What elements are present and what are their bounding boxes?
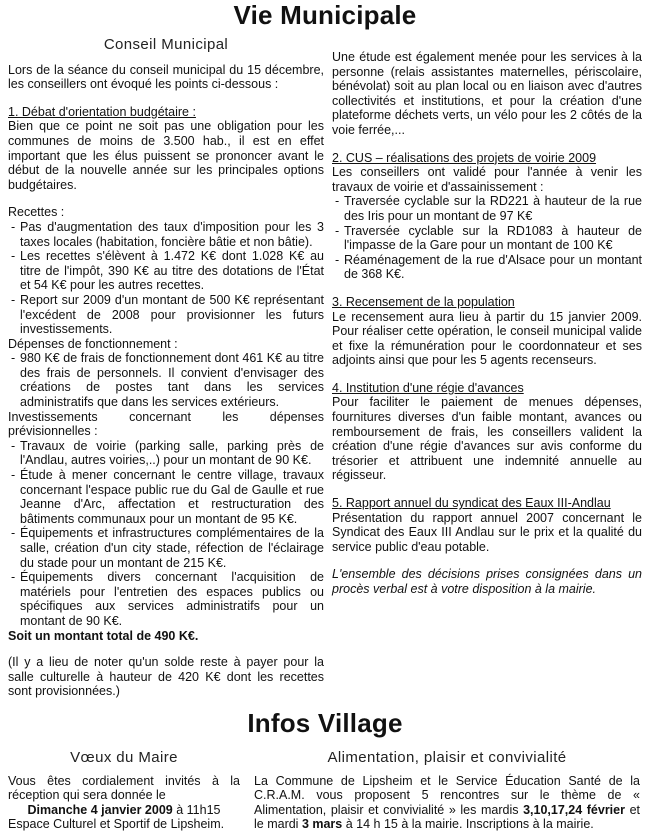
s3-heading: 3. Recensement de la population bbox=[332, 294, 515, 309]
s2-heading: 2. CUS – réalisations des projets de voirie 2009 bbox=[332, 150, 597, 165]
right-intro: Une étude est également menée pour les services à la personne (relais assistantes maternelles, périscolaire, bénévolat) soit au plan local ou en liaison avec d'autres collectivités et institutions, et pour la création d'une plateforme déchets verts, un vélo pour les 2 côtés de la voie ferrée,... bbox=[332, 50, 642, 137]
left-column bbox=[8, 38, 324, 699]
voeux-text: Vous êtes cordialement invités à la réception qui sera donnée le bbox=[8, 773, 240, 803]
voeux-column bbox=[8, 751, 240, 832]
title-vie-municipale: Vie Municipale bbox=[233, 0, 417, 30]
title-infos-village: Infos Village bbox=[247, 708, 403, 738]
s4-text: Pour faciliter le paiement de menues dépenses, fournitures diverses d'un faible montant, avances ou remboursement de frais, les conseillers valident la création d'une régie d'avances sur avis conforme du trésorier et attribuent une indemnité annuelle au régisseur. bbox=[332, 395, 642, 483]
list-item: - Étude à mener concernant le centre village, travaux concernant l'espace public rue du Gal de Gaulle et rue Jeanne d'Arc, affectation et restructuration des bâtiments communaux pour un montant de 95 K€. bbox=[8, 468, 324, 526]
invest-label: Investissements concernant les dépenses prévisionnelles : bbox=[8, 409, 324, 439]
s5-text: Présentation du rapport annuel 2007 concernant le Syndicat des Eaux III Andlau sur le prix et la qualité du service public d'eau potable. bbox=[332, 510, 642, 554]
alimentation-text bbox=[254, 774, 640, 832]
alimentation-text-b: et le mardi bbox=[254, 802, 641, 832]
conseil-heading: Conseil Municipal bbox=[103, 36, 229, 53]
voeux-place: Espace Culturel et Sportif de Lipsheim. bbox=[8, 817, 225, 832]
recettes-list bbox=[8, 220, 324, 337]
list-item: - Travaux de voirie (parking salle, parking près de l'Andlau, autres voiries,..) pour un montant de 90 K€. bbox=[8, 439, 324, 468]
alimentation-heading: Alimentation, plaisir et convivialité bbox=[327, 749, 567, 766]
alimentation-column bbox=[254, 751, 640, 832]
s4-heading: 4. Institution d'une régie d'avances bbox=[332, 380, 524, 395]
voeux-time: à 11h15 bbox=[172, 802, 221, 817]
list-item: - Équipements divers concernant l'acquisition de matériels pour l'entretien des espaces publics ou spécifiques aux services administratifs pour un montant de 90 K€. bbox=[8, 570, 324, 628]
list-item: - Les recettes s'élèvent à 1.472 K€ dont 1.028 K€ au titre de l'impôt, 390 K€ au titre des dotations de l'État et 54 K€ pour les autres recettes. bbox=[8, 249, 324, 293]
list-item: - Traversée cyclable sur la RD221 à hauteur de la rue des Iris pour un montant de 97 K€ bbox=[332, 194, 642, 223]
list-item: - 980 K€ de frais de fonctionnement dont 461 K€ au titre des frais de personnels. Il convient d'envisager des créations de postes tant dans les services administratifs que dans les services extérieurs. bbox=[8, 351, 324, 409]
closing-note: L'ensemble des décisions prises consignées dans un procès verbal est à votre disposition à la mairie. bbox=[332, 567, 642, 596]
alimentation-dates-feb: 3,10,17,24 février bbox=[523, 802, 625, 817]
alimentation-text-a: La Commune de Lipsheim et le Service Éducation Santé de la C.R.A.M. vous proposent 5 rencontres sur le thème de « Alimentation, plaisir et convivialité » les mardis bbox=[254, 773, 640, 817]
depenses-list bbox=[8, 351, 324, 409]
right-column bbox=[332, 50, 642, 597]
depenses-label: Dépenses de fonctionnement : bbox=[8, 336, 178, 351]
alimentation-text-c: à 14 h 15 à la mairie. Inscriptions à la mairie. bbox=[342, 817, 594, 832]
note-paragraph: (Il y a lieu de noter qu'un solde reste à payer pour la salle culturelle à hauteur de 420 K€ dont les recettes sont provisionnées.) bbox=[8, 655, 324, 699]
invest-list bbox=[8, 439, 324, 629]
list-item: - Équipements et infrastructures complémentaires de la salle, création d'un city stade, réfection de l'éclairage du stade pour un montant de 215 K€. bbox=[8, 526, 324, 570]
conseil-intro: Lors de la séance du conseil municipal du 15 décembre, les conseillers ont évoqué les points ci-dessous : bbox=[8, 62, 324, 92]
s2-list bbox=[332, 194, 642, 282]
s2-text: Les conseillers ont validé pour l'année à venir les travaux de voirie et d'assainissement : bbox=[332, 165, 642, 194]
list-item: - Report sur 2009 d'un montant de 500 K€ représentant l'excédent de 2008 pour provisionner les futurs investissements. bbox=[8, 293, 324, 337]
s3-text: Le recensement aura lieu à partir du 15 janvier 2009. Pour réaliser cette opération, le conseil municipal valide et fixe la rémunération pour le coordonnateur et ses adjoints ainsi que pour les 5 agents recenseurs. bbox=[332, 309, 642, 368]
s1-heading: 1. Débat d'orientation budgétaire : bbox=[8, 104, 196, 119]
list-item: - Pas d'augmentation des taux d'imposition pour les 3 taxes locales (habitation, foncière bâtie et non bâtie). bbox=[8, 220, 324, 249]
alimentation-date-mar: 3 mars bbox=[301, 817, 343, 832]
s1-text: Bien que ce point ne soit pas une obligation pour les communes de moins de 3.500 hab., il est en effet important que les élus puissent se prononcer avant le début de la nouvelle année sur les principales options budgétaires. bbox=[8, 119, 324, 192]
list-item: - Réaménagement de la rue d'Alsace pour un montant de 368 K€. bbox=[332, 253, 642, 282]
voeux-datetime bbox=[8, 803, 240, 818]
s5-heading: 5. Rapport annuel du syndicat des Eaux III-Andlau bbox=[332, 496, 611, 511]
list-item: - Traversée cyclable sur la RD1083 à hauteur de l'impasse de la Gare pour un montant de 100 K€ bbox=[332, 224, 642, 253]
total-line: Soit un montant total de 490 K€. bbox=[8, 628, 199, 643]
voeux-heading: Vœux du Maire bbox=[70, 749, 178, 766]
voeux-date: Dimanche 4 janvier 2009 bbox=[27, 802, 173, 817]
recettes-label: Recettes : bbox=[8, 205, 65, 220]
